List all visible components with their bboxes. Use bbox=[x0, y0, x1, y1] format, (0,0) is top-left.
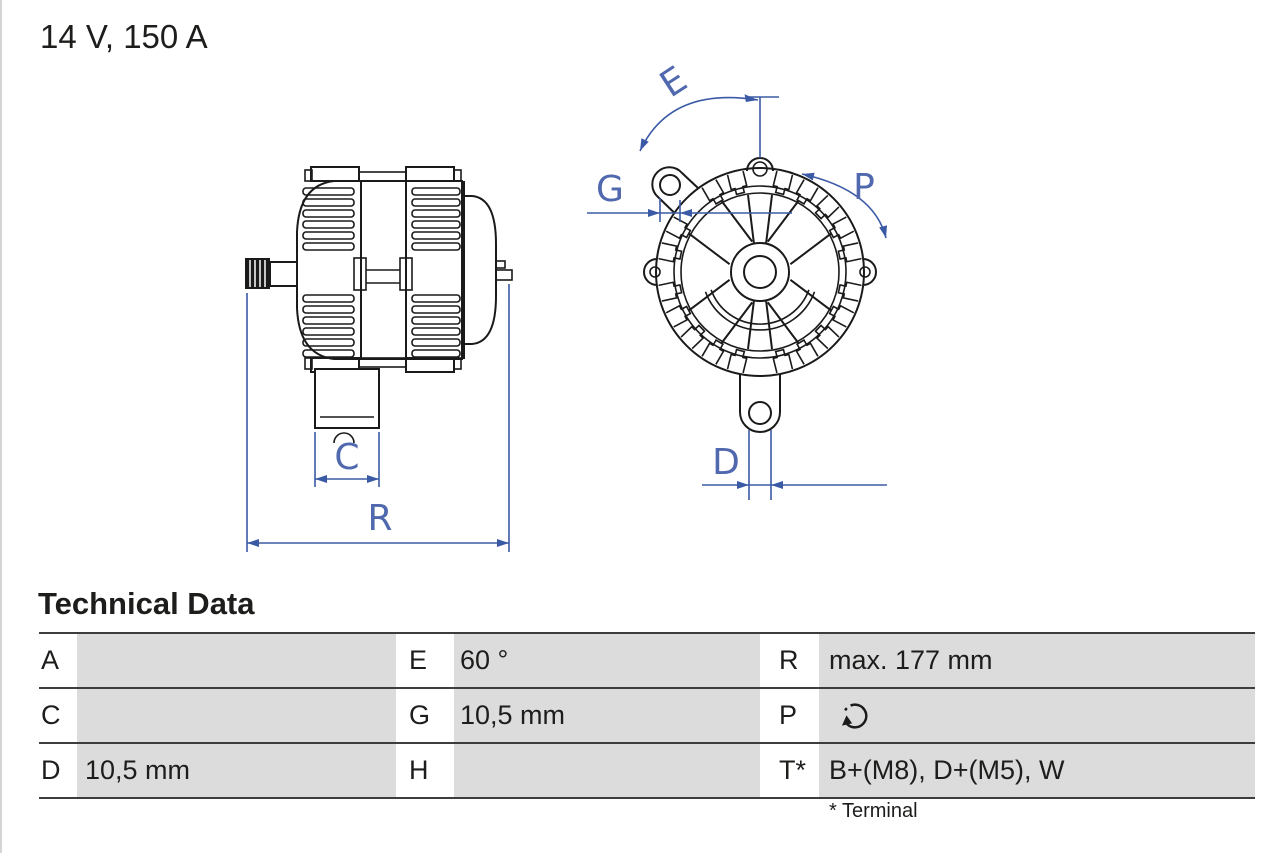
row-value bbox=[454, 744, 760, 799]
row-label: H bbox=[396, 744, 454, 799]
dim-label-R: R bbox=[367, 498, 393, 539]
rotation-direction-icon bbox=[837, 699, 873, 733]
row-label: A bbox=[39, 634, 77, 689]
fan-spokes bbox=[689, 195, 830, 349]
cooling-fins-right bbox=[412, 188, 460, 357]
row-value: max. 177 mm bbox=[819, 634, 1255, 689]
row-label: D bbox=[39, 744, 77, 799]
shaft bbox=[245, 258, 297, 289]
terminal-footnote: * Terminal bbox=[829, 800, 918, 822]
front-view-drawing bbox=[587, 59, 887, 500]
vent-slots bbox=[659, 171, 862, 373]
alternator-technical-drawing bbox=[2, 0, 1280, 580]
dim-label-P: P bbox=[853, 167, 875, 208]
dim-label-E: E bbox=[653, 58, 695, 106]
dim-label-C: C bbox=[334, 437, 360, 478]
row-label: G bbox=[396, 689, 454, 744]
row-value bbox=[77, 689, 396, 744]
row-label: R bbox=[760, 634, 819, 689]
row-label: C bbox=[39, 689, 77, 744]
row-label: T* bbox=[760, 744, 819, 799]
mounting-foot bbox=[315, 369, 379, 443]
row-label: E bbox=[396, 634, 454, 689]
voltage-amperage-rating: 14 V, 150 A bbox=[40, 18, 208, 55]
cooling-fins-left bbox=[303, 188, 354, 357]
row-value: 60 ° bbox=[454, 634, 760, 689]
side-view-drawing bbox=[245, 167, 512, 552]
dim-label-G: G bbox=[596, 169, 624, 210]
bottom-lug bbox=[740, 374, 780, 432]
row-value bbox=[77, 634, 396, 689]
dimension-D bbox=[702, 430, 887, 500]
row-value: 10,5 mm bbox=[77, 744, 396, 799]
technical-data-heading: Technical Data bbox=[38, 586, 255, 621]
row-value: B+(M8), D+(M5), W bbox=[819, 744, 1255, 799]
rotation-value-cell bbox=[819, 689, 1255, 744]
technical-data-table bbox=[39, 632, 1255, 799]
row-label: P bbox=[760, 689, 819, 744]
dimension-E bbox=[640, 59, 779, 158]
rotation-direction-arrow bbox=[802, 167, 887, 238]
dim-label-D: D bbox=[712, 442, 740, 483]
row-value: 10,5 mm bbox=[454, 689, 760, 744]
dimension-C bbox=[315, 432, 379, 487]
upper-left-lug bbox=[652, 167, 698, 213]
